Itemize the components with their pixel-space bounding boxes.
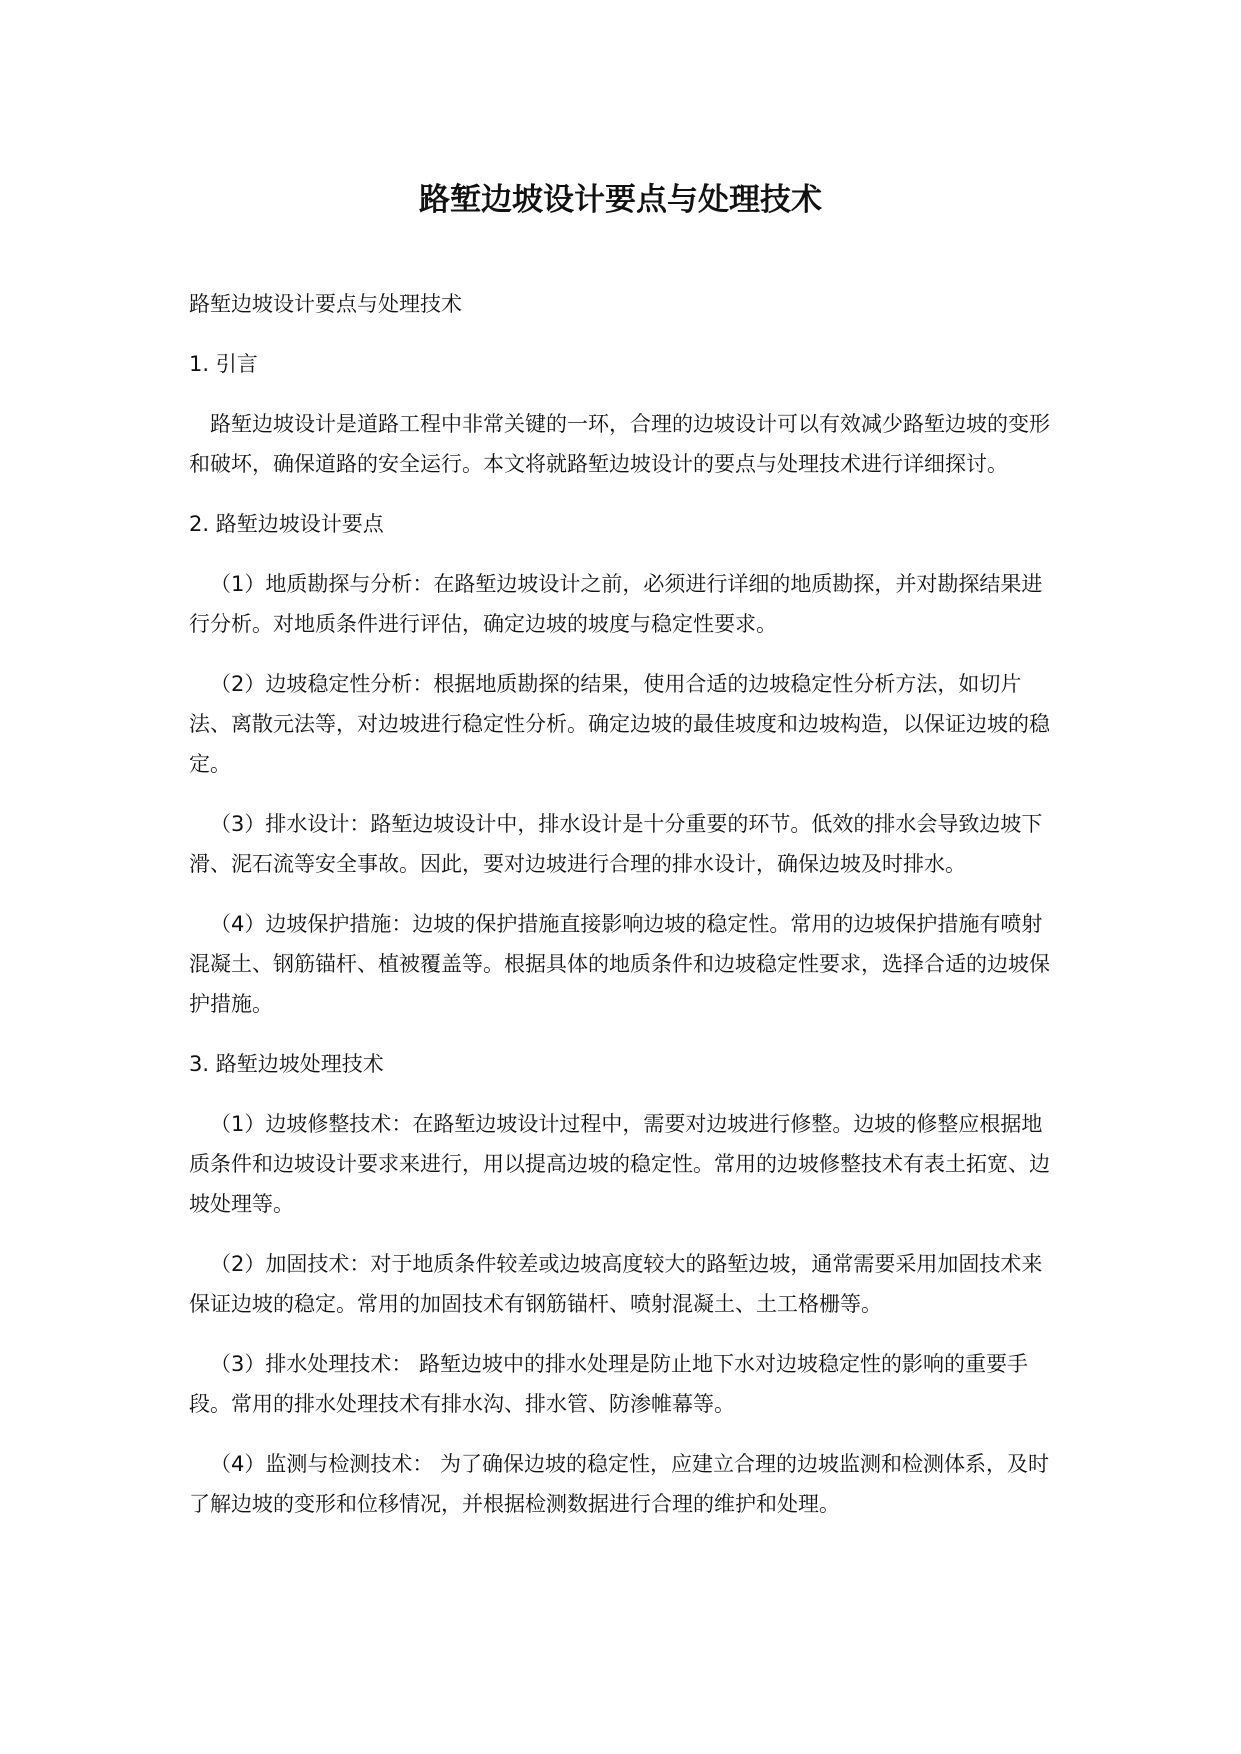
- document-subtitle: 路堑边坡设计要点与处理技术: [189, 292, 462, 316]
- section-heading-intro: 1. 引言: [189, 352, 258, 376]
- treatment-drainage: （3）排水处理技术： 路堑边坡中的排水处理是防止地下水对边坡稳定性的影响的重要手段。常用的排水处理技术有排水沟、排水管、防渗帷幕等。: [189, 1352, 1029, 1416]
- design-point-geology: （1）地质勘探与分析：在路堑边坡设计之前，必须进行详细的地质勘探，并对勘探结果进行分析。对地质条件进行评估，确定边坡的坡度与稳定性要求。: [189, 572, 1043, 636]
- treatment-monitoring: （4）监测与检测技术： 为了确保边坡的稳定性，应建立合理的边坡监测和检测体系，及时了解边坡的变形和位移情况，并根据检测数据进行合理的维护和处理。: [189, 1452, 1050, 1516]
- document-body: [189, 284, 1059, 1544]
- design-point-stability: （2）边坡稳定性分析：根据地质勘探的结果，使用合适的边坡稳定性分析方法，如切片法、离散元法等，对边坡进行稳定性分析。确定边坡的最佳坡度和边坡构造，以保证边坡的稳定。: [189, 672, 1050, 776]
- page-title: 路堑边坡设计要点与处理技术: [419, 182, 822, 218]
- treatment-reinforcement: （2）加固技术：对于地质条件较差或边坡高度较大的路堑边坡，通常需要采用加固技术来保证边坡的稳定。常用的加固技术有钢筋锚杆、喷射混凝土、土工格栅等。: [189, 1252, 1043, 1316]
- design-point-drainage: （3）排水设计：路堑边坡设计中，排水设计是十分重要的环节。低效的排水会导致边坡下滑、泥石流等安全事故。因此，要对边坡进行合理的排水设计，确保边坡及时排水。: [189, 812, 1043, 876]
- design-point-protection: （4）边坡保护措施：边坡的保护措施直接影响边坡的稳定性。常用的边坡保护措施有喷射混凝土、钢筋锚杆、植被覆盖等。根据具体的地质条件和边坡稳定性要求，选择合适的边坡保护措施。: [189, 912, 1050, 1016]
- treatment-trimming: （1）边坡修整技术：在路堑边坡设计过程中，需要对边坡进行修整。边坡的修整应根据地质条件和边坡设计要求来进行，用以提高边坡的稳定性。常用的边坡修整技术有表土拓宽、边坡处理等。: [189, 1112, 1050, 1216]
- intro-paragraph: 路堑边坡设计是道路工程中非常关键的一环，合理的边坡设计可以有效减少路堑边坡的变形和破坏，确保道路的安全运行。本文将就路堑边坡设计的要点与处理技术进行详细探讨。: [189, 412, 1050, 476]
- section-heading-treatment: 3. 路堑边坡处理技术: [189, 1052, 384, 1076]
- section-heading-design-points: 2. 路堑边坡设计要点: [189, 512, 384, 536]
